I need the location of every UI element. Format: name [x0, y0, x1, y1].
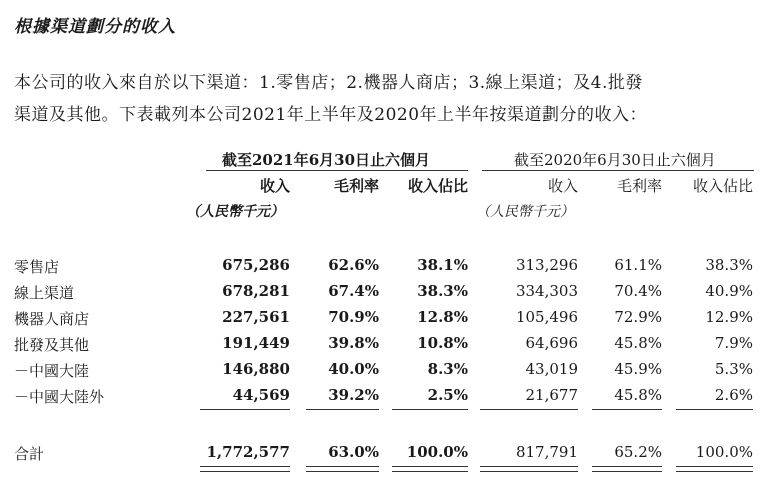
- intro-paragraph-line-1: 本公司的收入來自於以下渠道：1.零售店；2.機器人商店；3.線上渠道；及4.批發: [14, 73, 643, 93]
- cell-revenue-2021: 227,561: [222, 308, 290, 326]
- subtotal-rule: [200, 409, 290, 410]
- table-row: [0, 308, 775, 330]
- cell-revenue-2021: 678,281: [222, 282, 290, 300]
- cell-margin-2021: 39.2%: [328, 386, 379, 404]
- row-label: 機器人商店: [14, 310, 90, 328]
- col-header-share-2020: 收入佔比: [692, 177, 753, 195]
- cell-margin-2021: 40.0%: [328, 360, 379, 378]
- row-label: 線上渠道: [14, 284, 75, 302]
- row-label: 批發及其他: [14, 336, 90, 354]
- cell-revenue-2021: 44,569: [232, 386, 290, 404]
- row-label: 合計: [14, 445, 45, 463]
- col-header-share-2021: 收入佔比: [407, 177, 468, 195]
- total-double-rule: [592, 466, 662, 472]
- total-double-rule: [306, 466, 379, 472]
- cell-margin-2021: 67.4%: [328, 282, 379, 300]
- cell-revenue-2021: 675,286: [222, 256, 290, 274]
- cell-margin-2020: 72.9%: [614, 308, 662, 326]
- cell-revenue-2020: 64,696: [525, 334, 578, 352]
- cell-margin-2020: 61.1%: [614, 256, 662, 274]
- table-row: [0, 386, 775, 408]
- total-margin-2021: 63.0%: [328, 443, 379, 461]
- section-title: 根據渠道劃分的收入: [14, 17, 176, 37]
- total-margin-2020: 65.2%: [614, 443, 662, 461]
- col-header-margin-2020: 毛利率: [616, 177, 662, 195]
- cell-revenue-2021: 146,880: [222, 360, 290, 378]
- cell-margin-2020: 45.9%: [614, 360, 662, 378]
- unit-label-2020: （人民幣千元）: [476, 204, 574, 220]
- table-row: [0, 282, 775, 304]
- cell-share-2021: 38.1%: [417, 256, 468, 274]
- cell-share-2020: 12.9%: [705, 308, 753, 326]
- cell-share-2020: 38.3%: [705, 256, 753, 274]
- period-rule-2020: [482, 170, 754, 171]
- subtotal-rule: [392, 409, 468, 410]
- total-double-rule: [392, 466, 468, 472]
- subtotal-rule: [676, 409, 753, 410]
- cell-share-2021: 2.5%: [427, 386, 468, 404]
- cell-margin-2020: 45.8%: [614, 386, 662, 404]
- row-label: －中國大陸外: [14, 388, 105, 406]
- col-header-revenue-2021: 收入: [259, 177, 290, 195]
- col-header-revenue-2020: 收入: [547, 177, 578, 195]
- total-double-rule: [200, 466, 290, 472]
- cell-revenue-2020: 21,677: [525, 386, 578, 404]
- cell-revenue-2020: 334,303: [515, 282, 578, 300]
- table-row: [0, 360, 775, 382]
- row-label: 零售店: [14, 258, 60, 276]
- cell-share-2021: 10.8%: [417, 334, 468, 352]
- cell-revenue-2020: 105,496: [515, 308, 578, 326]
- cell-revenue-2021: 191,449: [222, 334, 290, 352]
- cell-revenue-2020: 43,019: [525, 360, 578, 378]
- total-double-rule: [676, 466, 753, 472]
- subtotal-rule: [306, 409, 379, 410]
- total-share-2020: 100.0%: [695, 443, 753, 461]
- table-row: [0, 256, 775, 278]
- cell-share-2021: 38.3%: [417, 282, 468, 300]
- subtotal-rule: [592, 409, 662, 410]
- col-header-margin-2021: 毛利率: [333, 177, 379, 195]
- cell-share-2020: 5.3%: [714, 360, 753, 378]
- total-row: [0, 443, 775, 465]
- cell-margin-2021: 62.6%: [328, 256, 379, 274]
- total-revenue-2021: 1,772,577: [206, 443, 290, 461]
- total-share-2021: 100.0%: [406, 443, 468, 461]
- period-header-2020: 截至2020年6月30日止六個月: [514, 151, 716, 169]
- total-double-rule: [480, 466, 578, 472]
- period-rule-2021: [206, 170, 468, 171]
- cell-margin-2020: 70.4%: [614, 282, 662, 300]
- unit-label-2021: （人民幣千元）: [186, 204, 284, 220]
- table-row: [0, 334, 775, 356]
- cell-share-2021: 12.8%: [417, 308, 468, 326]
- row-label: －中國大陸: [14, 362, 90, 380]
- cell-margin-2020: 45.8%: [614, 334, 662, 352]
- cell-share-2021: 8.3%: [427, 360, 468, 378]
- cell-margin-2021: 39.8%: [328, 334, 379, 352]
- cell-share-2020: 2.6%: [714, 386, 753, 404]
- intro-paragraph-line-2: 渠道及其他。下表載列本公司2021年上半年及2020年上半年按渠道劃分的收入：: [14, 105, 648, 125]
- cell-share-2020: 7.9%: [714, 334, 753, 352]
- cell-revenue-2020: 313,296: [515, 256, 578, 274]
- cell-share-2020: 40.9%: [705, 282, 753, 300]
- period-header-2021: 截至2021年6月30日止六個月: [222, 151, 431, 169]
- cell-margin-2021: 70.9%: [328, 308, 379, 326]
- subtotal-rule: [480, 409, 578, 410]
- total-revenue-2020: 817,791: [515, 443, 578, 461]
